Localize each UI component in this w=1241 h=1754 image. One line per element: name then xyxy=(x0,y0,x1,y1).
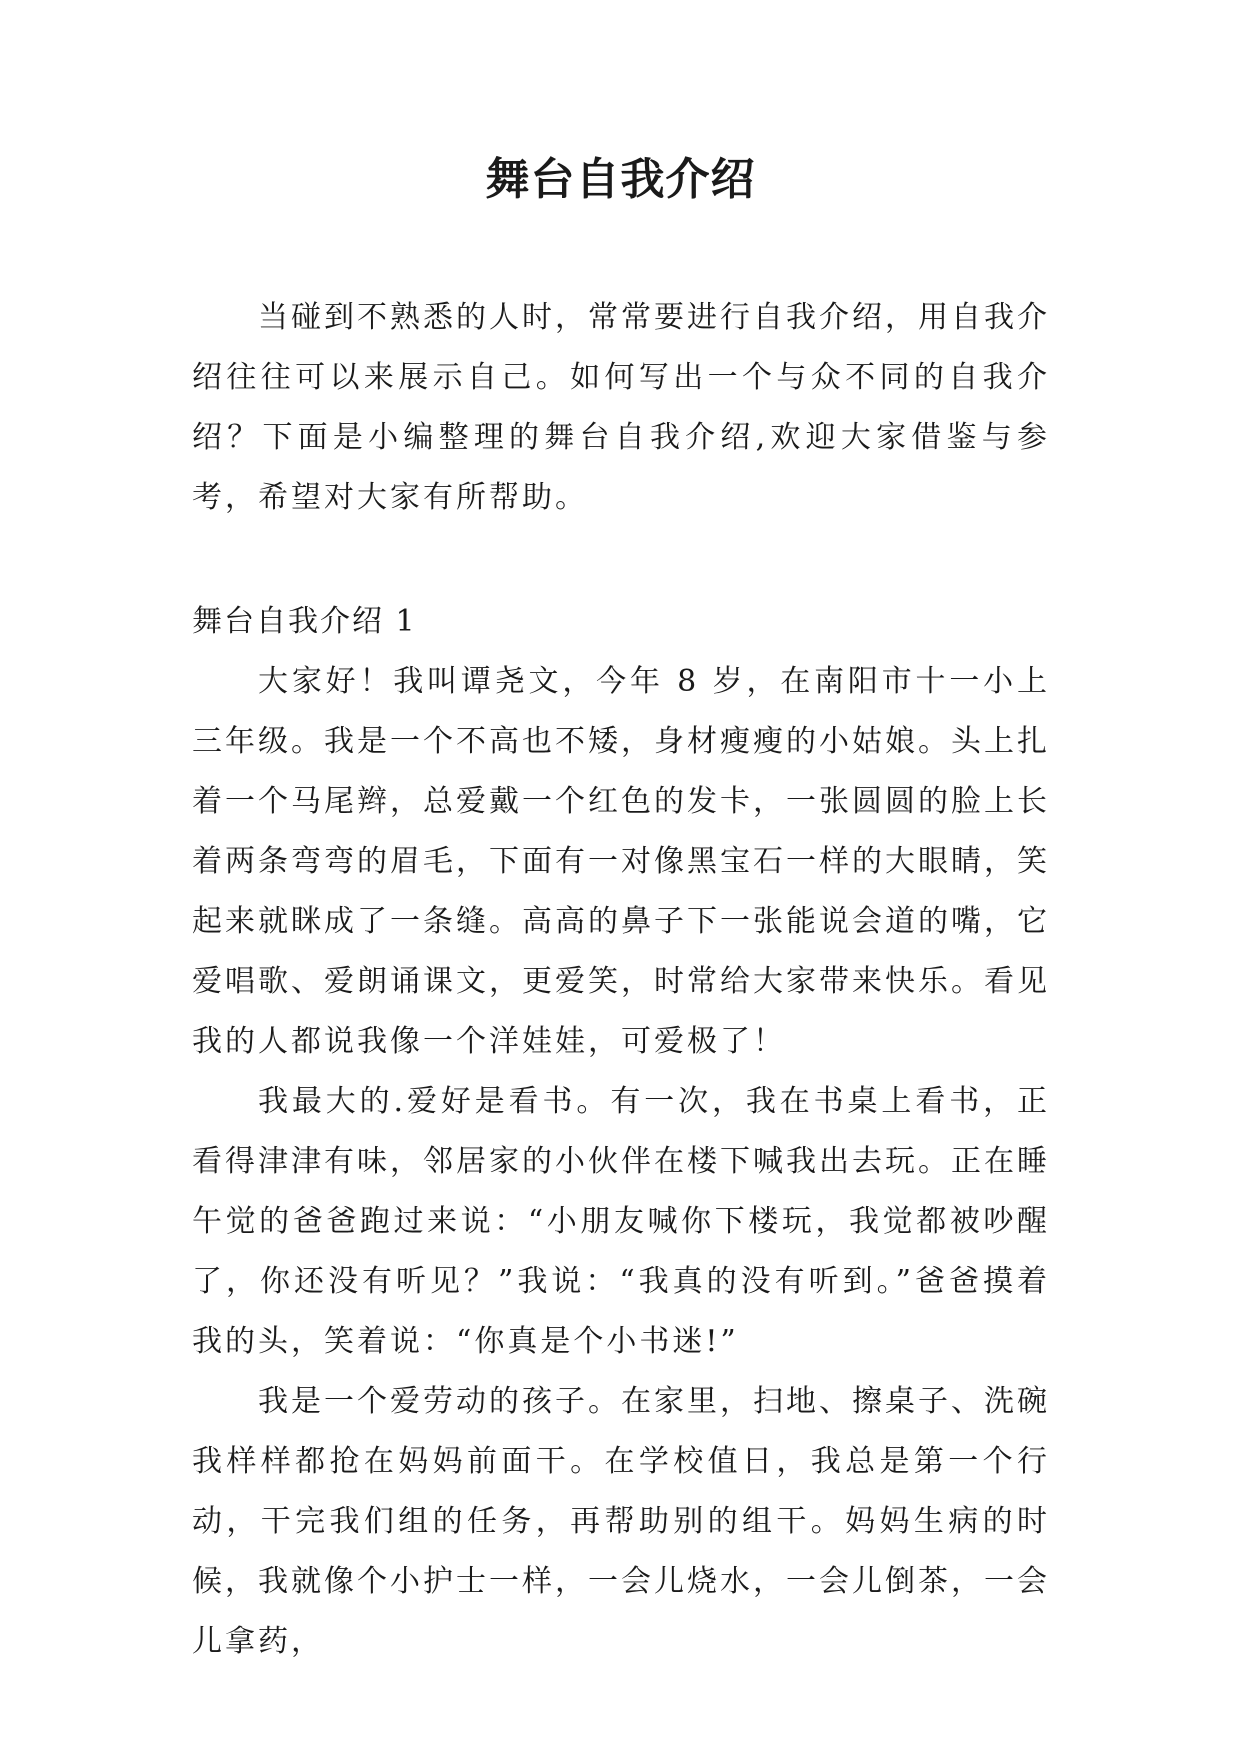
intro-paragraph: 当碰到不熟悉的人时，常常要进行自我介绍，用自我介绍往往可以来展示自己。如何写出一个与众不同的自我介绍？下面是小编整理的舞台自我介绍,欢迎大家借鉴与参考，希望对大家有所帮助。 xyxy=(192,300,1050,515)
section-heading: 舞台自我介绍 1 xyxy=(192,604,417,639)
section-spacer xyxy=(192,528,1050,592)
body-paragraph-3: 我是一个爱劳动的孩子。在家里，扫地、擦桌子、洗碗我样样都抢在妈妈前面干。在学校值日，我总是第一个行动，干完我们组的任务，再帮助别的组干。妈妈生病的时候，我就像个小护士一样，一会儿烧水，一会儿倒茶，一会儿拿药， xyxy=(192,1384,1050,1659)
body-paragraph-2: 我最大的.爱好是看书。有一次，我在书桌上看书，正看得津津有味，邻居家的小伙伴在楼下喊我出去玩。正在睡午觉的爸爸跑过来说：“小朋友喊你下楼玩，我觉都被吵醒了，你还没有听见？”我说：“我真的没有听到。”爸爸摸着我的头，笑着说：“你真是个小书迷!” xyxy=(192,1084,1050,1359)
body-paragraph-1: 大家好！我叫谭尧文，今年 8 岁，在南阳市十一小上三年级。我是一个不高也不矮，身材瘦瘦的小姑娘。头上扎着一个马尾辫，总爱戴一个红色的发卡，一张圆圆的脸上长着两条弯弯的眉毛，下面有一对像黑宝石一样的大眼睛，笑起来就眯成了一条缝。高高的鼻子下一张能说会道的嘴，它爱唱歌、爱朗诵课文，更爱笑，时常给大家带来快乐。看见我的人都说我像一个洋娃娃，可爱极了！ xyxy=(192,664,1050,1059)
document-body xyxy=(192,288,1050,1672)
document-title: 舞台自我介绍 xyxy=(485,154,756,205)
